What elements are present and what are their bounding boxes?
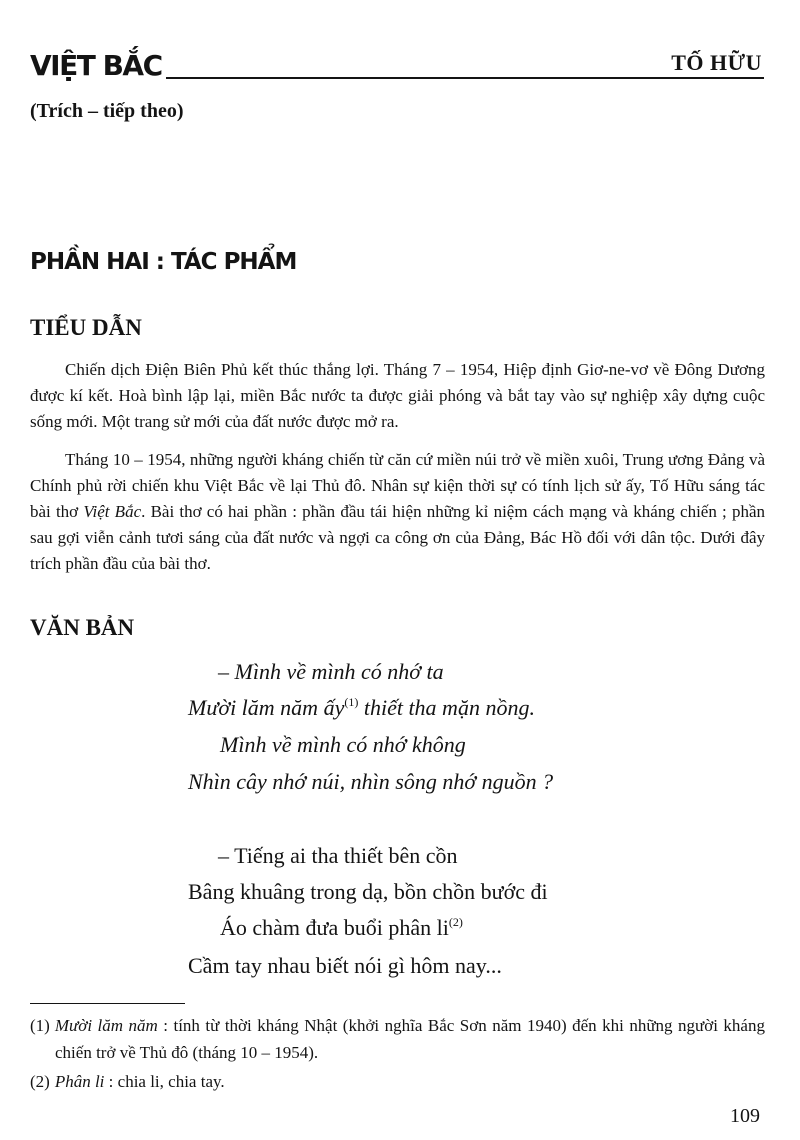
poem-line-text: Nhìn cây nhớ núi, nhìn sông nhớ nguồn ? [188, 769, 554, 794]
footnote-marker: (1) [30, 1016, 50, 1035]
poem-line-text: Mười lăm năm ấy [188, 695, 345, 720]
paragraph-text: Tháng 10 – 1954, những người kháng chiến từ căn cứ miền núi trở về miền xuôi, Trung ương Đảng và Chính phủ rời chiến khu Việt Bắc về lại Thủ đô. Nhân sự kiện thời sự có tính lịch sử ấy, Tố Hữu sáng tác bài thơ [30, 450, 765, 521]
title-underline [166, 77, 764, 79]
poem-line [218, 658, 444, 686]
footnote-ref: (1) [344, 695, 359, 709]
poem-line-text: Áo chàm đưa buổi phân li [220, 915, 449, 940]
footnote-ref: (2) [448, 915, 463, 929]
footnote-definition: : chia li, chia tay. [104, 1072, 225, 1091]
poem-line [188, 952, 502, 980]
poem-line-text: – Mình về mình có nhớ ta [218, 659, 444, 684]
poem-line-text: Cầm tay nhau biết nói gì hôm nay... [188, 953, 502, 978]
poem-line-text: Bâng khuâng trong dạ, bồn chồn bước đi [188, 879, 548, 904]
page-number: 109 [730, 1105, 760, 1127]
part-title: PHẦN HAI : TÁC PHẨM [30, 249, 297, 275]
author-name: TỐ HỮU [671, 50, 762, 75]
paragraph-text: . Bài thơ có hai phần : phần đầu tái hiện những kỉ niệm cách mạng và kháng chiến ; phần sau gợi viễn cảnh tươi sáng của đất nước và ngợi ca công ơn của Đảng, Bác Hồ đối với dân tộc. Dưới đây trích phần đầu của bài thơ. [30, 502, 766, 573]
footnote-separator [30, 1003, 185, 1004]
footnotes [30, 1012, 765, 1095]
lesson-title: VIỆT BẮC [30, 49, 162, 82]
intro-paragraph-1: Chiến dịch Điện Biên Phủ kết thúc thắng lợi. Tháng 7 – 1954, Hiệp định Giơ-ne-vơ về Đông Dương được kí kết. Hoà bình lập lại, miền Bắc nước ta được giải phóng và bắt tay vào sự nghiệp xây dựng cuộc sống mới. Một trang sử mới của đất nước được mở ra. [30, 360, 765, 431]
footnote-2 [30, 1068, 765, 1095]
poem-line [220, 914, 463, 942]
poem-line [188, 694, 535, 722]
footnote-definition: : tính từ thời kháng Nhật (khởi nghĩa Bắc Sơn năm 1940) đến khi những người kháng chiến trở về Thủ đô (tháng 10 – 1954). [55, 1016, 765, 1062]
poem-line [220, 731, 466, 759]
text-heading: VĂN BẢN [30, 615, 135, 640]
poem-line-text: – Tiếng ai tha thiết bên cồn [218, 843, 458, 868]
intro-heading: TIỂU DẪN [30, 315, 142, 340]
poem-line-text: Mình về mình có nhớ không [220, 732, 466, 757]
intro-paragraph-2 [30, 447, 765, 577]
poem-line [218, 842, 458, 870]
poem-line [188, 768, 553, 796]
footnote-1 [30, 1012, 765, 1066]
footnote-marker: (2) [30, 1072, 50, 1091]
poem-line-text: thiết tha mặn nồng. [358, 695, 535, 720]
footnote-term: Phân li [54, 1072, 105, 1091]
poem-line [188, 878, 548, 906]
intro-body [30, 357, 765, 589]
lesson-subtitle: (Trích – tiếp theo) [30, 100, 184, 122]
footnote-term: Mười lăm năm [54, 1016, 158, 1035]
poem-title-italic: Việt Bắc [83, 502, 142, 521]
